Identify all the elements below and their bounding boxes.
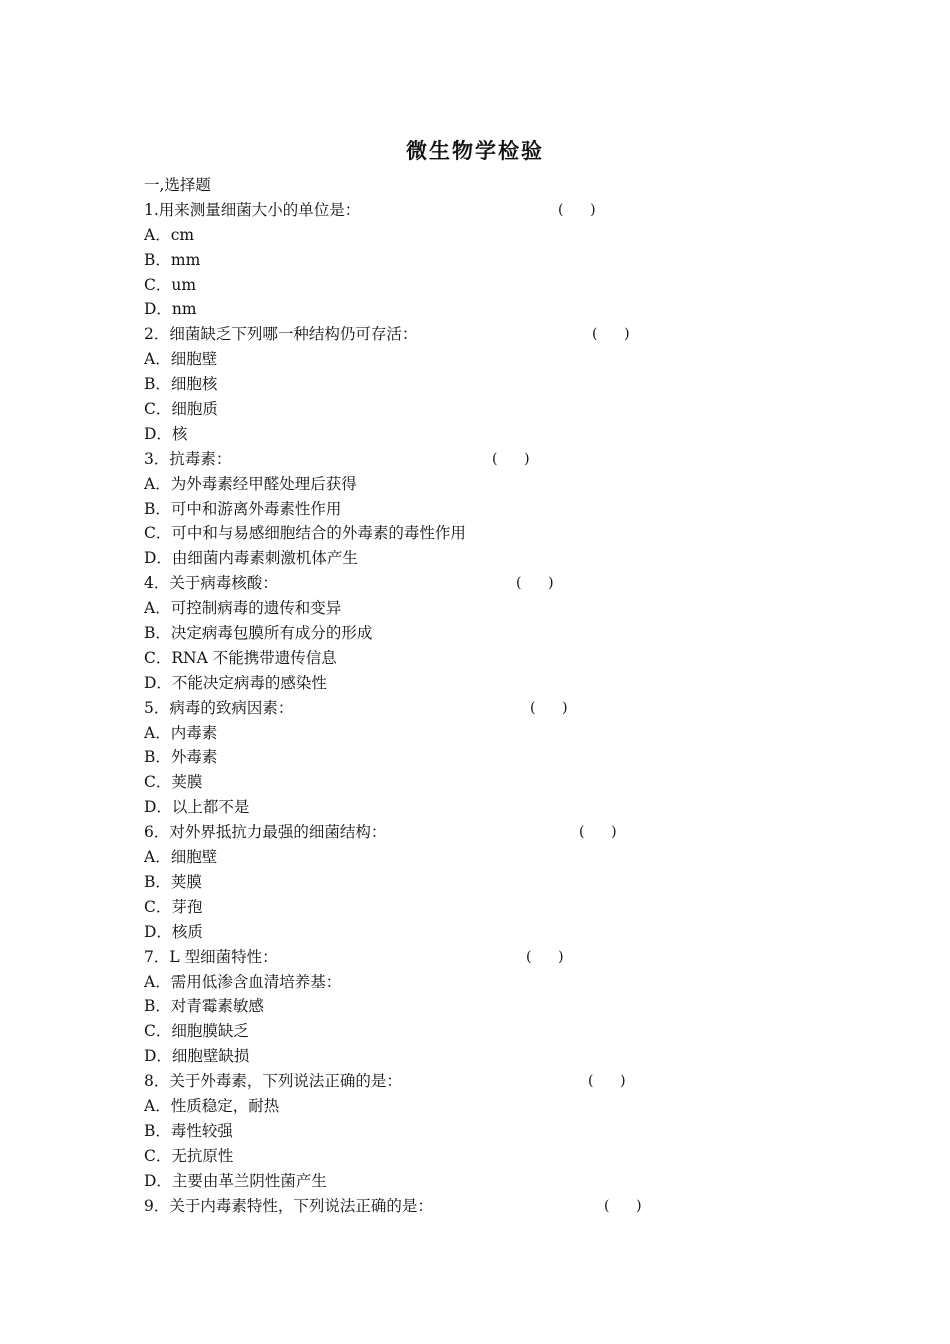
question-text: 8．关于外毒素，下列说法正确的是： bbox=[144, 1072, 402, 1091]
question-text: 3．抗毒素： bbox=[144, 449, 232, 468]
option-item: B．决定病毒包膜所有成分的形成 bbox=[144, 624, 373, 643]
option-item: B．荚膜 bbox=[144, 872, 202, 891]
question-text: 4．关于病毒核酸： bbox=[144, 574, 278, 593]
option-item: B．对青霉素敏感 bbox=[144, 997, 264, 1016]
option-item: C．荚膜 bbox=[144, 773, 203, 792]
question-text: 2．细菌缺乏下列哪一种结构仍可存活： bbox=[144, 325, 418, 344]
answer-bracket: ( ) bbox=[579, 824, 617, 841]
option-item: C．um bbox=[144, 275, 197, 294]
option-item: A．性质稳定，耐热 bbox=[144, 1096, 280, 1115]
option-item: B．外毒素 bbox=[144, 748, 218, 767]
question-stem bbox=[144, 945, 784, 970]
option-item: D．nm bbox=[144, 300, 197, 319]
question-stem bbox=[144, 322, 784, 347]
option-item: A．需用低渗含血清培养基： bbox=[144, 972, 342, 991]
option-item: D．核质 bbox=[144, 922, 203, 941]
option-item: A．cm bbox=[144, 225, 195, 244]
answer-bracket: ( ) bbox=[526, 948, 564, 965]
option-item: D．主要由革兰阴性菌产生 bbox=[144, 1171, 327, 1190]
question-text: 1.用来测量细菌大小的单位是： bbox=[144, 200, 361, 219]
option-item: A．内毒素 bbox=[144, 723, 218, 742]
option-item: A．为外毒素经甲醛处理后获得 bbox=[144, 474, 357, 493]
question-stem bbox=[144, 571, 784, 596]
option-item: D．核 bbox=[144, 424, 188, 443]
option-item: A．细胞壁 bbox=[144, 848, 218, 867]
option-item: C．可中和与易感细胞结合的外毒素的毒性作用 bbox=[144, 524, 466, 543]
option-item: B．毒性较强 bbox=[144, 1121, 233, 1140]
option-item: D．细胞壁缺损 bbox=[144, 1047, 250, 1066]
answer-bracket: ( ) bbox=[558, 201, 596, 218]
question-stem bbox=[144, 696, 784, 721]
question-list bbox=[144, 173, 784, 1218]
option-item: D．不能决定病毒的感染性 bbox=[144, 673, 327, 692]
question-stem bbox=[144, 198, 784, 223]
option-item: D．以上都不是 bbox=[144, 798, 250, 817]
option-item: C．细胞质 bbox=[144, 400, 218, 419]
question-stem bbox=[144, 1069, 784, 1094]
option-item: B．mm bbox=[144, 250, 201, 269]
question-stem bbox=[144, 820, 784, 845]
option-item: B．可中和游离外毒素性作用 bbox=[144, 499, 342, 518]
question-text: 6．对外界抵抗力最强的细菌结构： bbox=[144, 823, 387, 842]
question-text: 5．病毒的致病因素： bbox=[144, 698, 294, 717]
question-text: 9．关于内毒素特性，下列说法正确的是： bbox=[144, 1196, 433, 1215]
option-item: A．可控制病毒的遗传和变异 bbox=[144, 599, 342, 618]
option-item: D．由细菌内毒素刺激机体产生 bbox=[144, 549, 358, 568]
option-item: C．无抗原性 bbox=[144, 1146, 234, 1165]
option-item: C．RNA 不能携带遗传信息 bbox=[144, 648, 337, 667]
answer-bracket: ( ) bbox=[604, 1197, 642, 1214]
answer-bracket: ( ) bbox=[592, 326, 630, 343]
option-item: C．芽孢 bbox=[144, 897, 203, 916]
question-stem bbox=[144, 1194, 784, 1219]
option-item: A．细胞壁 bbox=[144, 350, 218, 369]
answer-bracket: ( ) bbox=[516, 575, 554, 592]
document-title: 微生物学检验 bbox=[406, 139, 544, 163]
answer-bracket: ( ) bbox=[588, 1073, 626, 1090]
option-item: B．细胞核 bbox=[144, 375, 218, 394]
answer-bracket: ( ) bbox=[530, 699, 568, 716]
section-heading: 一,选择题 bbox=[144, 176, 211, 194]
answer-bracket: ( ) bbox=[492, 450, 530, 467]
question-stem bbox=[144, 447, 784, 472]
option-item: C．细胞膜缺乏 bbox=[144, 1022, 249, 1041]
question-text: 7．L 型细菌特性： bbox=[144, 947, 278, 966]
